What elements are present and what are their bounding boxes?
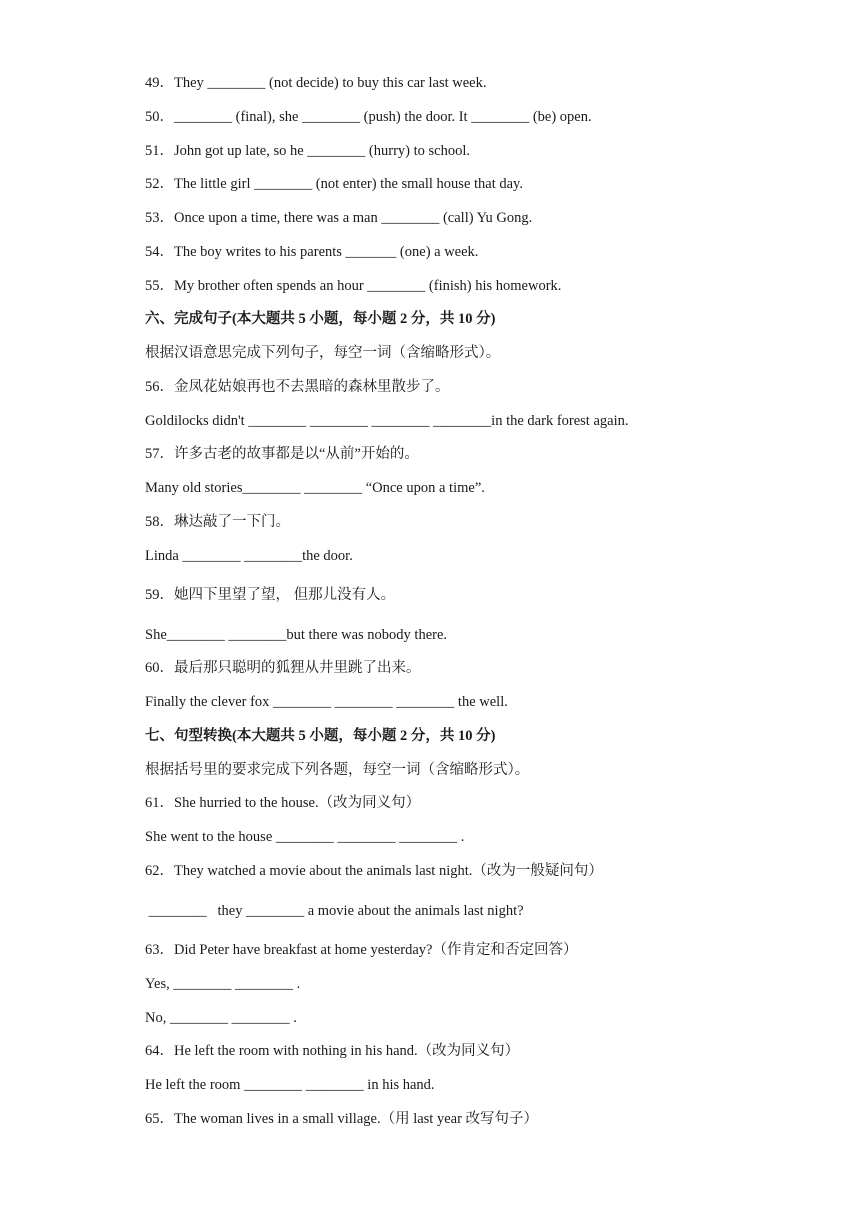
answer-62: ________ they ________ a movie about the animals last night?: [145, 903, 524, 919]
question-60: 60．最后那只聪明的狐狸从井里跳了出来。: [145, 660, 421, 676]
answer-64: He left the room ________ ________ in his hand.: [145, 1077, 435, 1093]
question-64: 64．He left the room with nothing in his hand.（改为同义句）: [145, 1043, 520, 1059]
question-50: 50．________ (final), she ________ (push) the door. It ________ (be) open.: [145, 109, 592, 125]
question-59: 59．她四下里望了望， 但那儿没有人。: [145, 587, 396, 603]
question-58: 58．琳达敲了一下门。: [145, 514, 290, 530]
section-6-instruction: 根据汉语意思完成下列句子，每空一词（含缩略形式）。: [145, 345, 501, 361]
question-52: 52．The little girl ________ (not enter) the small house that day.: [145, 176, 523, 192]
answer-59: She________ ________but there was nobody there.: [145, 627, 448, 643]
question-61: 61．She hurried to the house.（改为同义句）: [145, 795, 421, 811]
question-62: 62．They watched a movie about the animals last night.（改为一般疑问句）: [145, 863, 603, 879]
question-51: 51．John got up late, so he ________ (hurry) to school.: [145, 143, 471, 159]
question-65: 65．The woman lives in a small village.（用 last year 改写句子）: [145, 1111, 539, 1127]
answer-63-yes: Yes, ________ ________ .: [145, 976, 301, 992]
section-7-heading: 七、句型转换(本大题共 5 小题，每小题 2 分，共 10 分): [145, 728, 496, 744]
section-7-instruction: 根据括号里的要求完成下列各题，每空一词（含缩略形式）。: [145, 762, 530, 778]
answer-60: Finally the clever fox ________ ________ ________ the well.: [145, 694, 508, 710]
answer-58: Linda ________ ________the door.: [145, 548, 353, 564]
answer-63-no: No, ________ ________ .: [145, 1010, 297, 1026]
answer-56: Goldilocks didn't ________ ________ ________ ________in the dark forest again.: [145, 413, 629, 429]
answer-57: Many old stories________ ________ “Once upon a time”.: [145, 480, 485, 496]
question-57: 57．许多古老的故事都是以“从前”开始的。: [145, 446, 419, 462]
answer-61: She went to the house ________ ________ ________ .: [145, 829, 465, 845]
question-53: 53．Once upon a time, there was a man ________ (call) Yu Gong.: [145, 210, 533, 226]
question-54: 54．The boy writes to his parents _______ (one) a week.: [145, 244, 479, 260]
question-56: 56．金凤花姑娘再也不去黑暗的森林里散步了。: [145, 379, 450, 395]
question-49: 49．They ________ (not decide) to buy this car last week.: [145, 75, 487, 91]
section-6-heading: 六、完成句子(本大题共 5 小题，每小题 2 分，共 10 分): [145, 311, 496, 327]
question-55: 55．My brother often spends an hour ________ (finish) his homework.: [145, 278, 562, 294]
question-63: 63．Did Peter have breakfast at home yesterday?（作肯定和否定回答）: [145, 942, 578, 958]
